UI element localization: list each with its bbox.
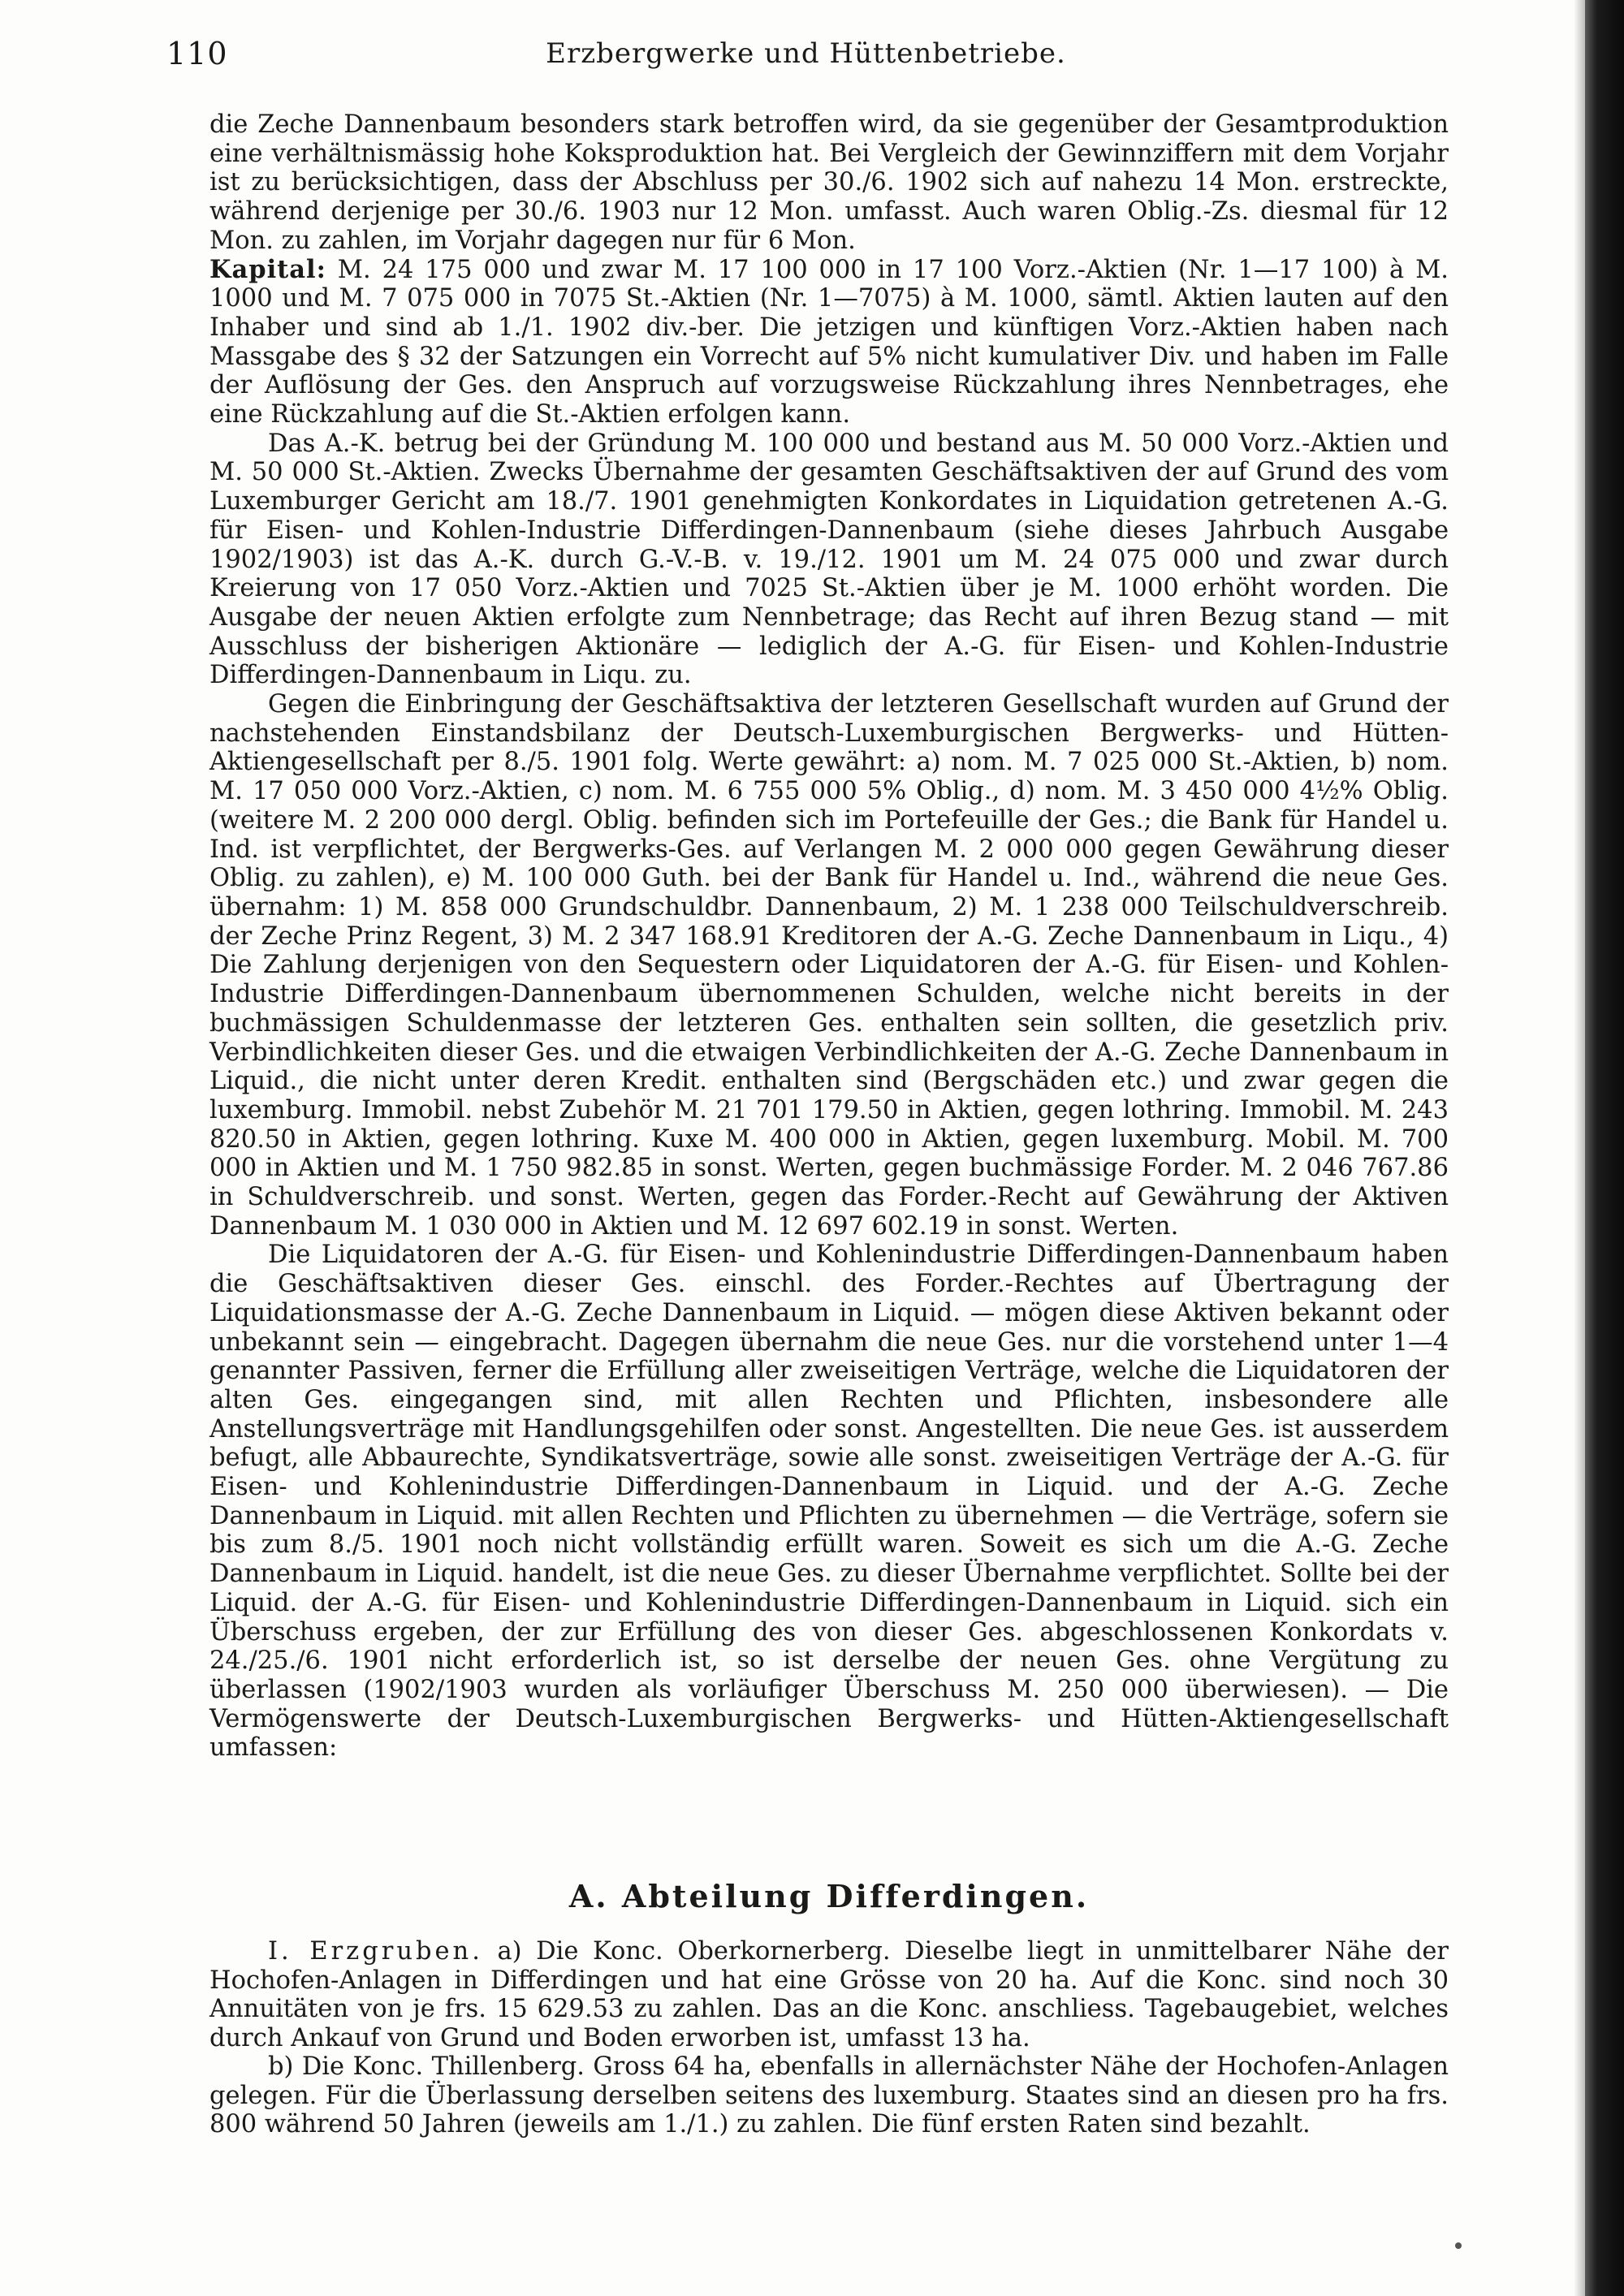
page-gutter-shadow (1574, 0, 1585, 2296)
kapital-label: Kapital: (209, 254, 326, 284)
aktienkapital-paragraph: Das A.-K. betrug bei der Gründung M. 100 000 und bestand aus M. 50 000 Vorz.-Aktien und M. 50 000 St.-Aktien. Zwecks Übernahme der gesamten Geschäftsaktiven der auf Grund des vom Luxemburger Gericht am 18./7. 1901 genehmigten Konkordates in Liquidation getretenen A.-G. für Eisen- und Kohlen-Industrie Differdingen-Dannenbaum (siehe dieses Jahrbuch Ausgabe 1902/1903) ist das A.-K. durch G.-V.-B. v. 19./12. 1901 um M. 24 075 000 und zwar durch Kreierung von 17 050 Vorz.-Aktien und 7025 St.-Aktien über je M. 1000 erhöht worden. Die Ausgabe der neuen Aktien erfolgte zum Nennbetrage; das Recht auf ihren Bezug stand — mit Ausschluss der bisherigen Aktionäre — lediglich der A.-G. für Eisen- und Kohlen-Industrie Differdingen-Dannenbaum in Liqu. zu. (209, 429, 1449, 690)
intro-paragraph: die Zeche Dannenbaum besonders stark betroffen wird, da sie gegenüber der Gesamtproduktion eine verhältnismässig hohe Koksproduktion hat. Bei Vergleich der Gewinnziffern mit dem Vorjahr ist zu berücksichtigen, dass der Abschluss per 30./6. 1902 sich auf nahezu 14 Mon. erstreckte, während derjenige per 30./6. 1903 nur 12 Mon. umfasst. Auch waren Oblig.-Zs. diesmal für 12 Mon. zu zahlen, im Vorjahr dagegen nur für 6 Mon. (209, 110, 1449, 255)
einbringung-paragraph: Gegen die Einbringung der Geschäftsaktiva der letzteren Gesellschaft wurden auf Grund der nachstehenden Einstandsbilanz der Deutsch-Luxemburgischen Bergwerks- und Hütten-Aktiengesellschaft per 8./5. 1901 folg. Werte gewährt: a) nom. M. 7 025 000 St.-Aktien, b) nom. M. 17 050 000 Vorz.-Aktien, c) nom. M. 6 755 000 5% Oblig., d) nom. M. 3 450 000 4½% Oblig. (weitere M. 2 200 000 dergl. Oblig. befinden sich im Portefeuille der Ges.; die Bank für Handel u. Ind. ist verpflichtet, der Bergwerks-Ges. auf Verlangen M. 2 000 000 gegen Gewährung dieser Oblig. zu zahlen), e) M. 100 000 Guth. bei der Bank für Handel u. Ind., während die neue Ges. übernahm: 1) M. 858 000 Grundschuldbr. Dannenbaum, 2) M. 1 238 000 Teilschuldverschreib. der Zeche Prinz Regent, 3) M. 2 347 168.91 Kreditoren der A.-G. Zeche Dannenbaum in Liqu., 4) Die Zahlung derjenigen von den Sequestern oder Liquidatoren der A.-G. für Eisen- und Kohlen-Industrie Differdingen-Dannenbaum übernommenen Schulden, welche nicht bereits in der buchmässigen Schuldenmasse der letzteren Ges. enthalten sein sollten, die gesetzlich priv. Verbindlichkeiten dieser Ges. und die etwaigen Verbindlichkeiten der A.-G. Zeche Dannenbaum in Liquid., die nicht unter deren Kredit. enthalten sind (Bergschäden etc.) und zwar gegen die luxemburg. Immobil. nebst Zubehör M. 21 701 179.50 in Aktien, gegen lothring. Immobil. M. 243 820.50 in Aktien, gegen lothring. Kuxe M. 400 000 in Aktien, gegen luxemburg. Mobil. M. 700 000 in Aktien und M. 1 750 982.85 in sonst. Werten, gegen buchmässige Forder. M. 2 046 767.86 in Schuldverschreib. und sonst. Werten, gegen das Forder.-Recht auf Gewährung der Aktiven Dannenbaum M. 1 030 000 in Aktien und M. 12 697 602.19 in sonst. Werten. (209, 690, 1449, 1241)
erzgruben-label: I. Erzgruben. (268, 1937, 483, 1966)
oberkorn-text: a) Die Konc. Oberkornerberg. Dieselbe liegt in unmittelbarer Nähe der Hochofen-Anlagen in Differdingen und hat eine Grösse von 20 ha. Auf die Konc. sind noch 30 Annuitäten von je frs. 15 629.53 zu zahlen. Das an die Konc. anschliess. Tagebaugebiet, welches durch Ankauf von Grund und Boden erworben ist, umfasst 13 ha. (209, 1937, 1449, 2052)
book-binding-edge (1585, 0, 1624, 2296)
section-body (209, 1937, 1449, 2139)
thillenberg-paragraph: b) Die Konc. Thillenberg. Gross 64 ha, ebenfalls in allernächster Nähe der Hochofen-Anlagen gelegen. Für die Überlassung derselben seitens des luxemburg. Staates sind an diesen pro ha frs. 800 während 50 Jahren (jeweils am 1./1.) zu zahlen. Die fünf ersten Raten sind bezahlt. (209, 2052, 1449, 2138)
kapital-text: M. 24 175 000 und zwar M. 17 100 000 in 17 100 Vorz.-Aktien (Nr. 1—17 100) à M. 1000 und M. 7 075 000 in 7075 St.-Aktien (Nr. 1—7075) à M. 1000, sämtl. Aktien lauten auf den Inhaber und sind ab 1./1. 1902 div.-ber. Die jetzigen und künftigen Vorz.-Aktien haben nach Massgabe des § 32 der Satzungen ein Vorrecht auf 5% nicht kumulativer Div. und haben im Falle der Auflösung der Ges. den Anspruch auf vorzugsweise Rückzahlung ihres Nennbetrages, ehe eine Rückzahlung auf die St.-Aktien erfolgen kann. (209, 255, 1449, 429)
kapital-paragraph (209, 256, 1449, 429)
body-text (209, 110, 1449, 1763)
section-heading: A. Abteilung Differdingen. (568, 1878, 1090, 1914)
page-number: 110 (166, 36, 228, 71)
running-title: Erzbergwerke und Hüttenbetriebe. (546, 37, 1066, 70)
ink-speck (1455, 2242, 1462, 2249)
erzgruben-paragraph (209, 1937, 1449, 2052)
liquidatoren-paragraph: Die Liquidatoren der A.-G. für Eisen- und Kohlenindustrie Differdingen-Dannenbaum haben die Geschäftsaktiven dieser Ges. einschl. des Forder.-Rechtes auf Übertragung der Liquidationsmasse der A.-G. Zeche Dannenbaum in Liquid. — mögen diese Aktiven bekannt oder unbekannt sein — eingebracht. Dagegen übernahm die neue Ges. nur die vorstehend unter 1—4 genannter Passiven, ferner die Erfüllung aller zweiseitigen Verträge, welche die Liquidatoren der alten Ges. eingegangen sind, mit allen Rechten und Pflichten, insbesondere alle Anstellungsverträge mit Handlungsgehilfen oder sonst. Angestellten. Die neue Ges. ist ausserdem befugt, alle Abbaurechte, Syndikatsverträge, sowie alle sonst. zweiseitigen Verträge der A.-G. für Eisen- und Kohlenindustrie Differdingen-Dannenbaum in Liquid. und der A.-G. Zeche Dannenbaum in Liquid. mit allen Rechten und Pflichten zu übernehmen — die Verträge, sofern sie bis zum 8./5. 1901 noch nicht vollständig erfüllt waren. Soweit es sich um die A.-G. Zeche Dannenbaum in Liquid. handelt, ist die neue Ges. zu dieser Übernahme verpflichtet. Sollte bei der Liquid. der A.-G. für Eisen- und Kohlenindustrie Differdingen-Dannenbaum in Liquid. sich ein Überschuss ergeben, der zur Erfüllung des von dieser Ges. abgeschlossenen Konkordats v. 24./25./6. 1901 nicht erforderlich ist, so ist derselbe der neuen Ges. ohne Vergütung zu überlassen (1902/1903 wurden als vorläufiger Überschuss M. 250 000 überwiesen). — Die Vermögenswerte der Deutsch-Luxemburgischen Bergwerks- und Hütten-Aktiengesellschaft umfassen: (209, 1241, 1449, 1763)
running-head (166, 36, 1445, 76)
